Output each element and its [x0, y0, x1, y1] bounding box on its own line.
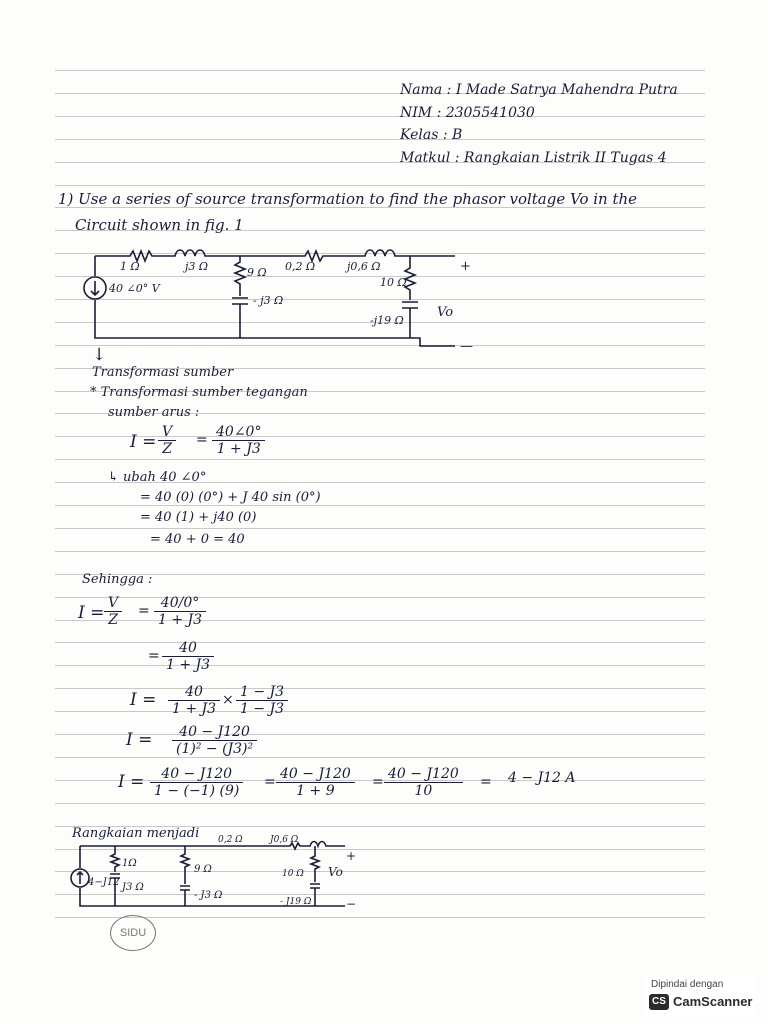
student-class: Kelas : B — [400, 127, 463, 143]
eq1-frac-b: $\frac{40\angle 0^\circ}{1 + J3}$ — [212, 424, 265, 457]
eq1-frac-a: $\frac{V}{Z}$ — [158, 424, 176, 457]
ruled-line — [55, 551, 705, 552]
fig1-minus-label: — — [460, 339, 473, 354]
eq-r3-label: 0,2 Ω — [218, 835, 243, 845]
fig1-source-label: 40 ∠0° V — [109, 282, 160, 295]
eq-minus-label: − — [346, 897, 357, 911]
eq2-lhs: I = — [78, 603, 105, 623]
eq6-equals-3: = — [480, 774, 492, 790]
eq2-frac-b: $\frac{40/0^\circ}{1 + J3}$ — [154, 595, 206, 628]
fig1-c1-label: - j3 Ω — [253, 294, 284, 307]
scan-label: Dipindai dengan — [651, 979, 724, 990]
ruled-line — [55, 116, 705, 117]
eq1-equals: = — [196, 432, 208, 448]
student-nim: NIM : 2305541030 — [400, 105, 535, 121]
ruled-line — [55, 757, 705, 758]
fig1-r1-label: 1 Ω — [120, 260, 140, 273]
circuit-diagram-equivalent — [70, 832, 370, 912]
eq6-equals-2: = — [372, 774, 384, 790]
eq4-frac-b: $\frac{1 - J3}{1 - J3}$ — [236, 684, 288, 717]
circuit-diagram-fig1 — [75, 238, 495, 363]
eq6-result: 4 − J12 A — [508, 770, 576, 786]
ruled-line — [55, 665, 705, 666]
ruled-line — [55, 620, 705, 621]
eq-vo-label: Vo — [328, 865, 343, 879]
eq2-frac-a: $\frac{V}{Z}$ — [104, 595, 122, 628]
ruled-line — [55, 917, 705, 918]
scan-brand: CamScanner — [673, 994, 753, 1009]
ruled-line — [55, 70, 705, 71]
fig1-r4-label: 10 Ω — [380, 276, 407, 289]
eq3-equals: = — [148, 648, 160, 664]
fig1-l1-label: j3 Ω — [185, 260, 209, 273]
eq-c1-label: - J3 Ω — [194, 890, 223, 901]
fig1-r3-label: 0,2 Ω — [285, 260, 316, 273]
question-line-1: 1) Use a series of source transformation to find the phasor voltage Vo in the — [58, 190, 638, 208]
ubah-step-1: = 40 (0) (0°) + J 40 sin (0°) — [140, 490, 321, 505]
sehingga-label: Sehingga : — [82, 572, 153, 587]
heading-transformasi-tegangan: * Transformasi sumber tegangan — [90, 385, 308, 400]
eq-c2-label: - J19 Ω — [280, 897, 312, 907]
eq3-frac: $\frac{40}{1 + J3}$ — [162, 640, 214, 673]
sidu-logo: SIDU — [110, 915, 156, 951]
eq-r2-label: 9 Ω — [194, 864, 212, 875]
ruled-line — [55, 734, 705, 735]
eq4-times: × — [222, 692, 234, 708]
eq5-frac: $\frac{40 - J120}{\text{(1)² − (J3)²}}$ — [172, 724, 257, 757]
fig1-r2-label: 9 Ω — [247, 266, 267, 279]
ruled-line — [55, 528, 705, 529]
ruled-line — [55, 505, 705, 506]
ruled-line — [55, 139, 705, 140]
question-line-2: Circuit shown in fig. 1 — [75, 216, 244, 234]
ubah-line: ↳ ubah 40 ∠0° — [108, 470, 207, 485]
eq6-lhs: I = — [118, 772, 145, 792]
ruled-line — [55, 597, 705, 598]
eq-l1-label: J0,6 Ω — [270, 835, 299, 845]
ubah-step-2: = 40 (1) + j40 (0) — [140, 510, 257, 525]
ruled-line — [55, 574, 705, 575]
eq1-lhs: I = — [130, 432, 157, 452]
eq-c0-label: J3 Ω — [122, 882, 144, 893]
ruled-line — [55, 688, 705, 689]
eq6-frac-b: $\frac{40 - J120}{1 + 9}$ — [276, 766, 355, 799]
ruled-line — [55, 803, 705, 804]
eq6-frac-a: $\frac{40 - J120}{1 - (-1) (9)}$ — [150, 766, 243, 799]
fig1-vo-label: Vo — [437, 305, 454, 320]
ruled-line — [55, 711, 705, 712]
eq6-frac-c: $\frac{40 - J120}{10}$ — [384, 766, 463, 799]
course-name: Matkul : Rangkaian Listrik II Tugas 4 — [400, 150, 667, 166]
heading-transformasi: Transformasi sumber — [92, 365, 234, 380]
ruled-line — [55, 185, 705, 186]
eq-plus-label: + — [346, 849, 357, 863]
down-arrow-icon: ↓ — [92, 345, 107, 365]
eq-r4-label: 10 Ω — [282, 869, 304, 879]
eq6-equals-1: = — [264, 774, 276, 790]
eq5-lhs: I = — [126, 730, 153, 750]
fig1-l2-label: j0,6 Ω — [347, 260, 381, 273]
eq-r1-label: 1Ω — [122, 858, 137, 869]
fig1-c2-label: -j19 Ω — [370, 314, 404, 327]
heading-sumber-arus: sumber arus : — [108, 405, 200, 420]
rangkaian-menjadi-label: Rangkaian menjadi — [72, 826, 200, 841]
fig1-plus-label: + — [460, 259, 471, 274]
eq2-equals: = — [138, 603, 150, 619]
ruled-line — [55, 642, 705, 643]
eq4-lhs: I = — [130, 690, 157, 710]
eq-source-label: 4−J12 — [88, 877, 120, 888]
camscanner-icon: CS — [649, 994, 669, 1010]
eq4-frac-a: $\frac{40}{1 + J3}$ — [168, 684, 220, 717]
student-name: Nama : I Made Satrya Mahendra Putra — [400, 82, 678, 98]
ruled-line — [55, 459, 705, 460]
ubah-step-3: = 40 + 0 = 40 — [150, 532, 245, 547]
camscanner-stamp — [643, 977, 755, 1017]
